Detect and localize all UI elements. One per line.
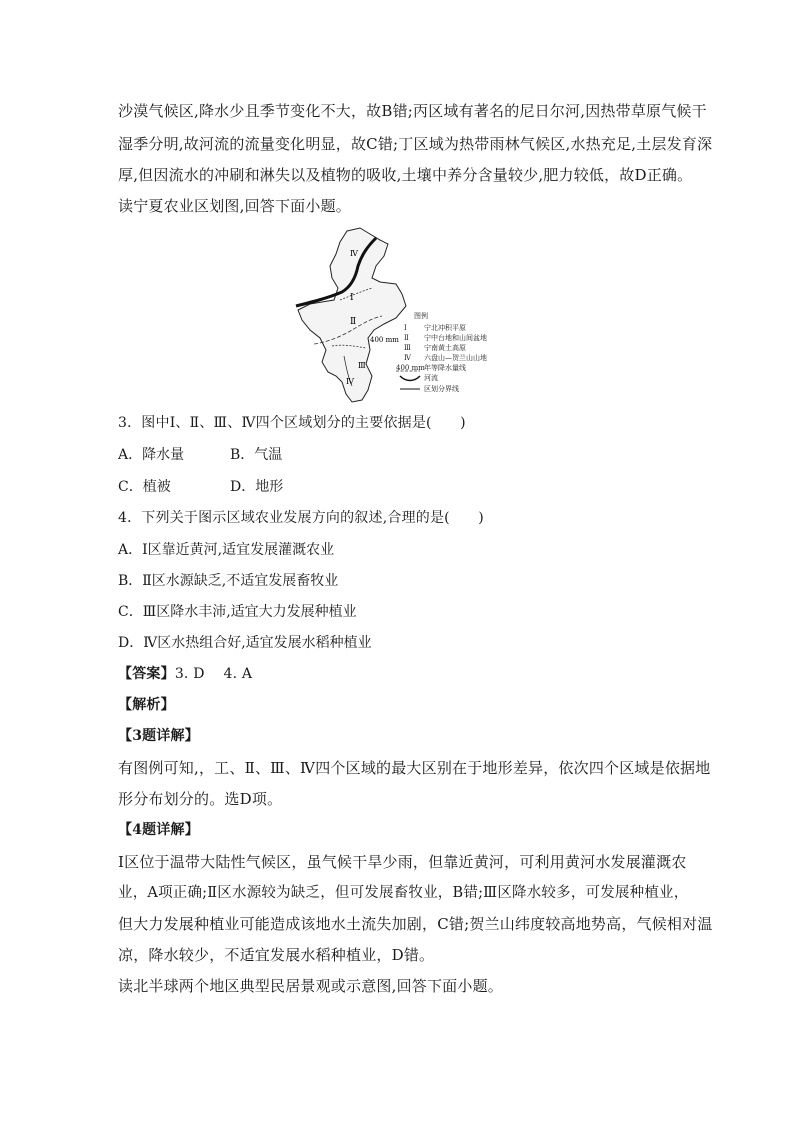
q3-option-c[interactable]: C．植被 bbox=[118, 479, 171, 495]
legend-item: 宁北冲积平原 bbox=[424, 324, 466, 332]
region-label: Ⅱ bbox=[350, 317, 357, 327]
legend-symbol: Ⅲ bbox=[404, 344, 411, 352]
analysis-label: 【解析】 bbox=[118, 697, 175, 713]
q3-detail-line: 形分布划分的。选D项。 bbox=[118, 790, 283, 808]
q4-detail-line: Ⅰ区位于温带大陆性气候区，虽气候干旱少雨，但靠近黄河，可利用黄河水发展灌溉农 bbox=[118, 853, 687, 871]
q4-detail-line: 凉，降水较少，不适宜发展水稻种植业，D错。 bbox=[118, 946, 435, 964]
answer-text: 3. D 4. A bbox=[174, 666, 253, 682]
legend-symbol: Ⅳ bbox=[404, 354, 411, 362]
legend-item: 河流 bbox=[424, 374, 438, 382]
region-label: Ⅰ bbox=[350, 293, 354, 303]
question-4-stem: 4．下列关于图示区域农业发展方向的叙述,合理的是( ) bbox=[118, 510, 484, 526]
legend-item: 宁中台地和山间盆地 bbox=[424, 334, 487, 342]
answer-line bbox=[118, 663, 678, 685]
next-question-intro: 读北半球两个地区典型民居景观或示意图,回答下面小题。 bbox=[118, 977, 503, 995]
legend-title: 图例 bbox=[414, 312, 428, 320]
region-label: Ⅳ bbox=[350, 249, 358, 258]
legend-item: 年等降水量线 bbox=[424, 364, 466, 372]
isohyet-label: 400 mm bbox=[370, 336, 399, 344]
question-3-stem: 3．图中Ⅰ、Ⅱ、Ⅲ、Ⅳ四个区域划分的主要依据是( ) bbox=[118, 415, 466, 431]
legend-item: 区划分界线 bbox=[424, 385, 459, 393]
q3-option-a[interactable]: A．降水量 bbox=[118, 447, 185, 463]
q4-detail-label: 【4题详解】 bbox=[118, 822, 199, 838]
q3-detail-label: 【3题详解】 bbox=[118, 728, 199, 744]
region-label: Ⅲ bbox=[358, 361, 366, 370]
ningxia-agriculture-zoning-map bbox=[292, 226, 512, 406]
paragraph-line: 沙漠气候区,降水少且季节变化不大，故B错;丙区域有著名的尼日尔河,因热带草原气候干 bbox=[118, 102, 707, 120]
legend-symbol: 400 mm bbox=[396, 364, 425, 372]
region-label: Ⅳ bbox=[346, 377, 354, 386]
q3-option-b[interactable]: B．气温 bbox=[230, 447, 283, 463]
q3-option-d[interactable]: D．地形 bbox=[230, 479, 284, 495]
legend-symbol: Ⅰ bbox=[404, 324, 407, 332]
q4-detail-line: 但大力发展种植业可能造成该地水土流失加剧，C错;贺兰山纬度较高地势高，气候相对温 bbox=[118, 915, 713, 933]
paragraph-line: 厚,但因流水的冲刷和淋失以及植物的吸收,土壤中养分含量较少,肥力较低，故D正确。 bbox=[118, 166, 693, 184]
q4-option-c[interactable]: C．Ⅲ区降水丰沛,适宜大力发展种植业 bbox=[118, 604, 357, 620]
question-intro: 读宁夏农业区划图,回答下面小题。 bbox=[118, 197, 351, 215]
q4-option-a[interactable]: A．Ⅰ区靠近黄河,适宜发展灌溉农业 bbox=[118, 542, 335, 558]
legend-item: 六盘山—贺兰山山地 bbox=[424, 354, 487, 362]
q4-detail-line: 业，A项正确;Ⅱ区水源较为缺乏，但可发展畜牧业，B错;Ⅲ区降水较多，可发展种植业， bbox=[118, 885, 689, 901]
river-symbol bbox=[400, 376, 420, 381]
q4-option-b[interactable]: B．Ⅱ区水源缺乏,不适宜发展畜牧业 bbox=[118, 573, 339, 589]
legend bbox=[396, 323, 487, 393]
q3-detail-line: 有图例可知,，工、Ⅱ、Ⅲ、Ⅳ四个区域的最大区别在于地形差异，依次四个区域是依据地 bbox=[118, 759, 711, 777]
paragraph-line: 湿季分明,故河流的流量变化明显，故C错;丁区域为热带雨林气候区,水热充足,土层发育深 bbox=[118, 135, 713, 153]
legend-item: 宁南黄土高原 bbox=[424, 344, 466, 352]
legend-symbol: Ⅱ bbox=[404, 334, 409, 342]
answer-label: 【答案】 bbox=[118, 666, 175, 682]
q4-option-d[interactable]: D．Ⅳ区水热组合好,适宜发展水稻种植业 bbox=[118, 635, 372, 651]
